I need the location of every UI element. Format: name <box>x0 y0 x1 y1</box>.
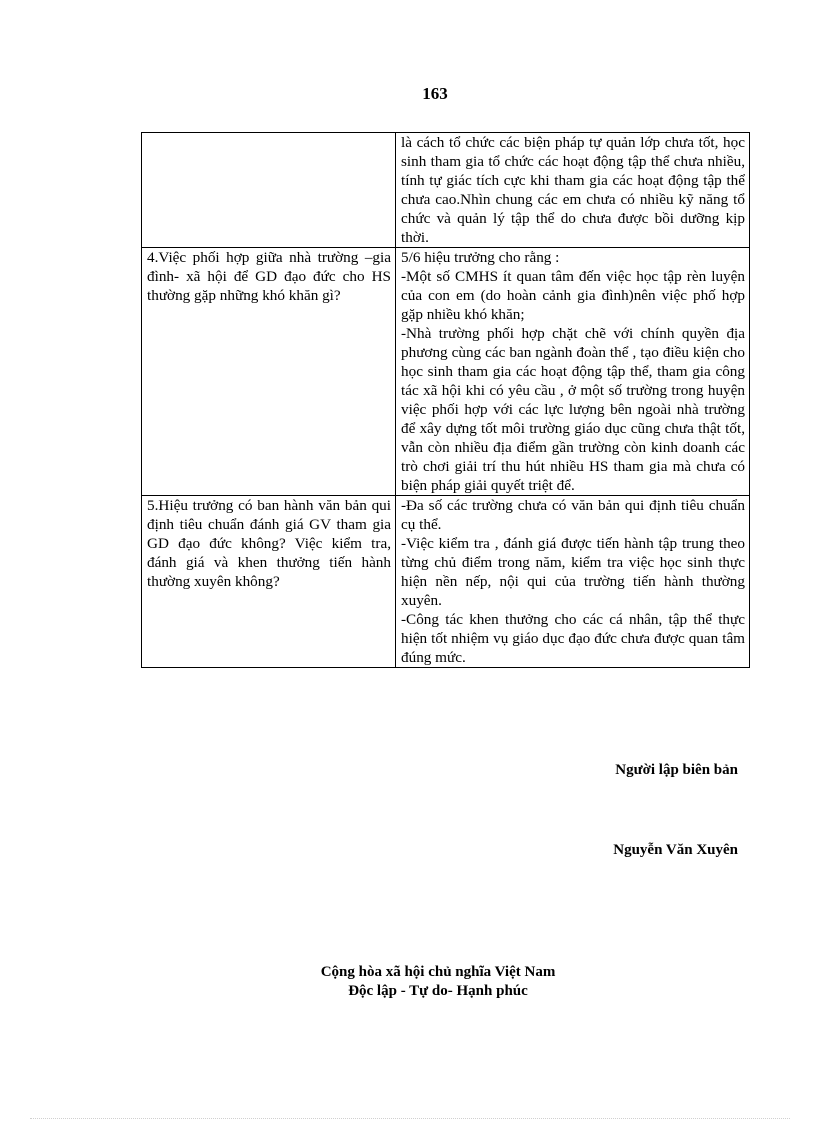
answer-text: -Công tác khen thưởng cho các cá nhân, tập thể thực hiện tốt nhiệm vụ giáo dục đạo đức chưa được quan tâm đúng mức. <box>401 611 745 666</box>
answer-cell <box>396 133 750 248</box>
motto-line-1: Cộng hòa xã hội chủ nghĩa Việt Nam <box>320 964 556 980</box>
answer-text: 5/6 hiệu trưởng cho rằng : <box>401 249 560 266</box>
question-cell <box>142 133 396 248</box>
answer-text: -Nhà trường phối hợp chặt chẽ với chính quyền địa phương cùng các ban ngành đoàn thể , tạo điều kiện cho học sinh tham gia các hoạt động tập thể, tham gia công tác xã hội khi có yêu cầu , ở một số trường trong huyện việc phối hợp với các lực lượng bên ngoài nhà trường để xây dựng tốt môi trường giáo dục cũng chưa thật tốt, vẫn còn nhiều địa điểm gần trường còn kinh doanh các trò chơi giải trí thu hút nhiều HS tham gia mà chưa có biện pháp giải quyết triệt để. <box>401 325 745 494</box>
national-motto <box>0 963 816 1001</box>
answer-cell <box>396 496 750 668</box>
signature-name: Nguyễn Văn Xuyên <box>613 842 738 858</box>
question-cell <box>142 248 396 496</box>
motto-line-2: Độc lập - Tự do- Hạnh phúc <box>348 983 528 999</box>
table-row <box>142 133 750 248</box>
answer-text: -Việc kiểm tra , đánh giá được tiến hành tập trung theo từng chủ điểm trong năm, kiểm tra việc học sinh thực hiện nền nếp, nội qui của trường tiến hành thường xuyên. <box>401 535 745 609</box>
question-text: 4.Việc phối hợp giữa nhà trường –gia đình- xã hội để GD đạo đức cho HS thường gặp những khó khăn gì? <box>147 249 391 304</box>
answer-text: là cách tổ chức các biện pháp tự quản lớp chưa tốt, học sinh tham gia tổ chức các hoạt động tập thể chưa nhiều, tính tự giác tích cực khi tham gia các hoạt động tập thể chưa cao.Nhìn chung các em chưa có nhiều kỹ năng tổ chức và quản lý tập thể do chưa được bồi dưỡng kịp thời. <box>401 134 745 246</box>
answer-text: -Một số CMHS ít quan tâm đến việc học tập rèn luyện của con em (do hoàn cảnh gia đình)nên việc phố hợp gặp nhiều khó khăn; <box>401 268 745 323</box>
question-cell <box>142 496 396 668</box>
question-text: 5.Hiệu trưởng có ban hành văn bản qui định tiêu chuẩn đánh giá GV tham gia GD đạo đức không? Việc kiểm tra, đánh giá và khen thưởng tiến hành thường xuyên không? <box>147 497 391 590</box>
survey-table <box>141 132 750 668</box>
answer-text: -Đa số các trường chưa có văn bản qui định tiêu chuẩn cụ thể. <box>401 497 745 533</box>
table-row <box>142 496 750 668</box>
table-row <box>142 248 750 496</box>
signature-title: Người lập biên bản <box>615 762 738 778</box>
answer-cell <box>396 248 750 496</box>
page-number: 163 <box>422 84 448 103</box>
page-bottom-rule <box>30 1118 790 1119</box>
